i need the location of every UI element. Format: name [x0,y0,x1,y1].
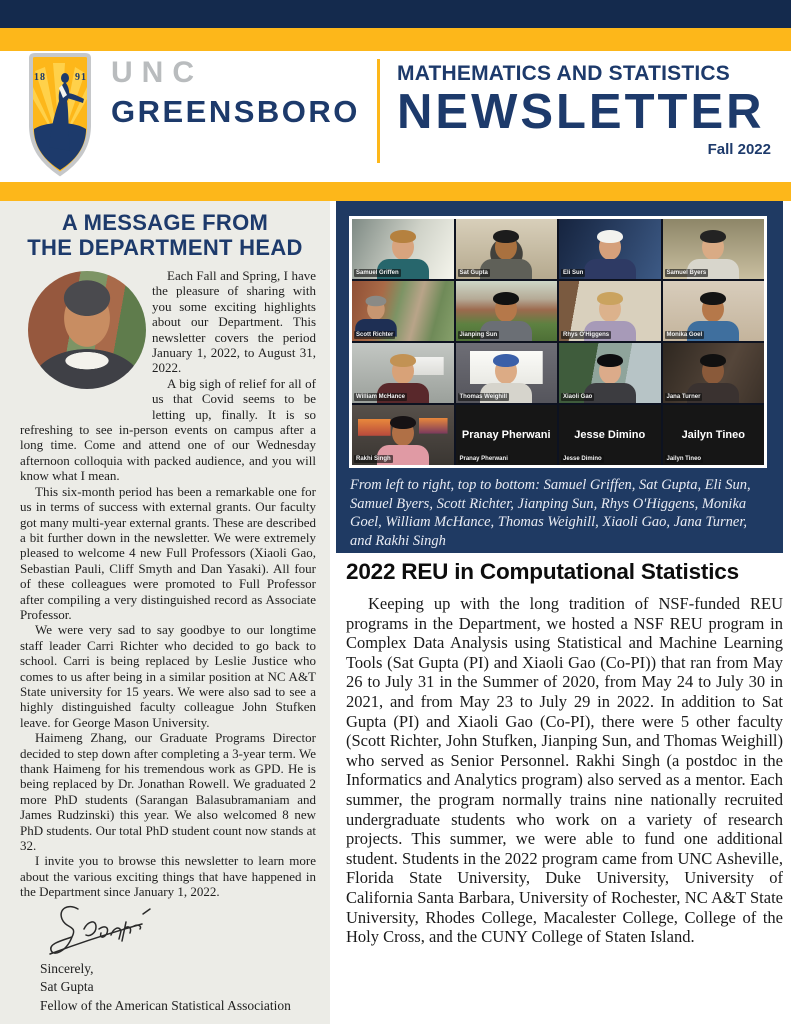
logo-unc: UNC [111,56,203,89]
message-paragraph: A big sigh of relief for all of us that Covid seems to be letting up, finally. It is so refreshing to see in-person events on campus after a long time. Come and attend one of our Wednesday afternoon colloquia with packed audience, and you will know what I mean. [20,375,316,484]
participant-name: Jesse Dimino [574,429,646,441]
participant-tag: Jana Turner [666,394,701,400]
video-tile-sat-gupta [456,219,558,279]
logo-greensboro: GREENSBORO [111,94,360,129]
participant-tag: Jailyn Tineo [666,456,702,462]
participant-tag: Monika Goel [666,332,703,338]
participant-silhouette [352,287,416,335]
founded-year-right: 91 [75,72,87,83]
video-tile-eli-sun [559,219,661,279]
video-tile-xiaoli-gao [559,343,661,403]
participant-tag: Sat Gupta [459,270,488,276]
video-tile-william-mchance [352,343,454,403]
participant-tag: Samuel Byers [666,270,707,276]
closing-salutation: Sincerely, [40,960,94,976]
photo-caption: From left to right, top to bottom: Samuel Griffen, Sat Gupta, Eli Sun, Samuel Byers, Scott Richter, Jianping Sun, Rhys O'Higgens, Monika Goel, William McHance, Thomas Weighill, Xiaoli Gao, Jana Turner, and Rakhi Singh [350,477,751,549]
portrait-wrap [20,268,152,414]
participant-tag: Jesse Dimino [563,456,602,462]
gold-bar-bottom [0,182,791,201]
video-tile-scott-richter [352,281,454,341]
uncg-shield-logo [25,53,95,177]
participant-tag: Thomas Weighill [459,394,508,400]
video-tile-jana-turner [663,343,765,403]
participant-name: Jailyn Tineo [681,429,745,441]
participant-tag: Pranay Pherwani [459,456,508,462]
video-tile-jailyn-tineo [663,405,765,465]
masthead-divider [377,59,380,163]
message-paragraph: We were very sad to say goodbye to our longtime staff leader Carri Richter who decided to go back to school. Carri is being replaced by Leslie Justice who comes to us after being in a similar position at NC A&T State university for 15 years. We were also sad to see a highly distinguished faculty colleague John Stufken leave. for George Mason University. [20,622,316,730]
issue-label: Fall 2022 [707,141,771,158]
video-tile-samuel-byers [663,219,765,279]
message-body [20,268,316,1015]
participant-tag: Eli Sun [563,270,584,276]
department-name: MATHEMATICS AND STATISTICS [397,62,731,85]
founded-year-left: 18 [34,72,46,83]
reu-article-body: Keeping up with the long tradition of NSF-funded REU programs in the Department, we hosted a NSF REU program in Complex Data Analysis using Statistical and Machine Learning Tools (Sat Gupta (PI) and Xiaoli Gao (Co-PI)) that ran from May 26 to July 31 in the Summer of 2020, from May 24 to July 30 in 2021, and from May 23 to July 29 in 2022. In addition to Sat Gupta (PI) and Xiaoli Gao (Co-PI), there were 5 other faculty (Scott Richter, John Stufken, Jianping Sun, and Thomas Weighill) who served as Senior Personnel. Rakhi Singh (a postdoc in the Informatics and Analytics program) also served as a mentor. Each summer, the program normally trains nine nationally recruited undergraduate students who work on a variety of research projects. This summer, we were able to fund one additional student. Students in the 2022 program came from UNC Asheville, Florida State University, Duke University, University of California Santa Barbara, University of Rochester, NC A&T State University, Rhodes College, Macalester College, College of the Holy Cross, and the CUNY College of Staten Island. [346,594,783,947]
closing-title: Fellow of the American Statistical Association [40,997,291,1013]
participant-tag: William McHance [356,394,405,400]
video-tile-thomas-weighill [456,343,558,403]
participant-name: Pranay Pherwani [461,429,551,441]
zoom-photo-panel [336,201,783,553]
top-navy-bar [0,0,791,28]
video-tile-samuel-griffen [352,219,454,279]
reu-article-heading: 2022 REU in Computational Statistics [346,559,739,584]
logo-wordmark [111,56,360,132]
message-paragraph: This six-month period has been a remarkable one for us in terms of success with external grants. Our faculty got many multi-year external grants. These are described a bit further down in the newsletter. We were extremely pleased to welcome 4 new Full Professors (Xiaoli Gao, Sebastian Pauli, Cliff Smyth and Dan Yasaki). All four of these colleagues were promoted to Full Professor after compiling a very distinguished record as Associate Professor. [20,483,316,622]
participant-tag: Samuel Griffen [356,270,399,276]
video-tile-jesse-dimino [559,405,661,465]
participant-tag: Scott Richter [356,332,394,338]
title-block [397,62,771,158]
message-heading [8,210,322,260]
message-heading-line2: THE DEPARTMENT HEAD [27,235,303,260]
zoom-grid [352,219,764,465]
video-tile-pranay-pherwani [456,405,558,465]
closing-block [40,960,302,1016]
masthead [0,51,791,182]
video-tile-rakhi-singh [352,405,454,465]
signature [44,904,156,958]
participant-tag: Jianping Sun [459,332,498,338]
video-tile-jianping-sun [456,281,558,341]
gold-bar-top [0,28,791,51]
video-tile-monika-goel [663,281,765,341]
participant-tag: Rhys O'Higgens [563,332,610,338]
message-paragraph: I invite you to browse this newsletter to learn more about the various exciting things that have happened in the Department since January 1, 2022. [20,853,316,900]
message-heading-line1: A MESSAGE FROM [61,210,269,235]
message-paragraph: Each Fall and Spring, I have the pleasure of sharing with you some exciting highlights about our Department. This newsletter covers the period January 1, 2022, to August 31, 2022. [152,268,316,376]
message-paragraph: Haimeng Zhang, our Graduate Programs Director decided to step down after completing a 3-year term. We thank Haimeng for his tremendous work as GPD. He is being replaced by Dr. Jonathan Rowell. We graduated 2 more PhD students (Sarangan Balasubramaniam and James Rudzinski) this year. We also welcomed 8 new PhD students. Our total PhD student count now stands at 32. [20,730,316,854]
newsletter-title: NEWSLETTER [397,85,765,139]
zoom-screenshot [349,216,767,468]
department-head-photo [28,271,146,389]
participant-tag: Xiaoli Gao [563,394,593,400]
participant-tag: Rakhi Singh [356,456,391,462]
message-column [0,201,330,1024]
closing-name: Sat Gupta [40,979,94,995]
video-tile-rhys-ohiggens [559,281,661,341]
